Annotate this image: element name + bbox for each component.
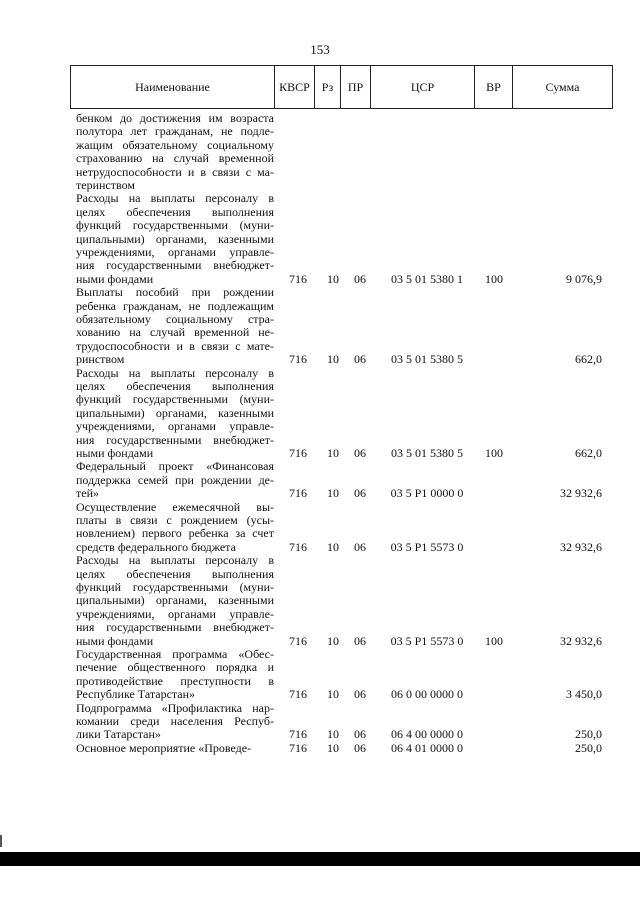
row-name-line: Расходы на выплаты персоналу в	[76, 191, 274, 206]
row-name-line: Расходы на выплаты персоналу в	[76, 553, 274, 568]
cell-sum: 9 076,9	[566, 271, 602, 286]
header-csr: ЦСР	[371, 66, 475, 109]
row-name-line: ными фондами	[76, 633, 154, 648]
cell-rz: 10	[327, 486, 339, 501]
scan-edge-mark	[0, 835, 2, 847]
cell-sum: 32 932,6	[560, 633, 602, 648]
cell-kvsr: 716	[289, 271, 307, 286]
row-name-line: учреждениями, органами управле-	[76, 245, 274, 260]
row-name-line: ными фондами	[76, 271, 154, 286]
cell-rz: 10	[327, 687, 339, 702]
row-name-line: ния государственными внебюджет-	[76, 620, 274, 635]
cell-sum: 250,0	[575, 740, 602, 755]
row-values	[0, 353, 640, 366]
row-name-line: ципальными) органами, казенными	[76, 593, 274, 608]
header-sum: Сумма	[513, 66, 613, 109]
row-name-line: функций государственными (муни-	[76, 580, 274, 594]
cell-kvsr: 716	[289, 687, 307, 702]
cell-csr: 03 5 P1 5573 0	[390, 539, 464, 554]
table-row	[0, 648, 640, 702]
cell-csr: 03 5 P1 0000 0	[390, 486, 464, 501]
row-name-line: учреждениями, органами управле-	[76, 606, 274, 621]
cell-pr: 06	[354, 539, 366, 554]
cell-kvsr: 716	[289, 352, 307, 367]
row-name-line: Выплаты пособий при рождении	[76, 285, 274, 300]
row-values	[0, 728, 640, 741]
cell-csr: 03 5 P1 5573 0	[390, 633, 464, 648]
cell-kvsr: 716	[289, 446, 307, 460]
row-name-line: функций государственными (муни-	[76, 392, 274, 407]
row-name-line: бенком до достижения им возраста	[76, 111, 274, 125]
cell-pr: 06	[354, 446, 366, 460]
cell-sum: 32 932,6	[560, 539, 602, 554]
cell-kvsr: 716	[289, 727, 307, 742]
cell-sum: 662,0	[575, 446, 602, 460]
cell-sum: 250,0	[575, 727, 602, 742]
cell-vr: 100	[485, 633, 503, 648]
row-name-line: трудоспособности и в связи с мате-	[76, 338, 274, 353]
row-name-line: хованию на случай временной не-	[76, 325, 274, 340]
row-name-line: Государственная программа «Обес-	[76, 647, 274, 661]
cell-csr: 06 0 00 0000 0	[391, 687, 463, 702]
cell-kvsr: 716	[289, 633, 307, 648]
cell-kvsr: 716	[289, 486, 307, 501]
row-values	[0, 688, 640, 701]
row-name-line: нетрудоспособности и в связи с ма-	[76, 164, 274, 179]
row-values	[0, 541, 640, 554]
table-row	[0, 460, 640, 500]
row-name-line: целях обеспечения выполнения	[76, 379, 274, 393]
cell-pr: 06	[354, 633, 366, 648]
cell-vr: 100	[485, 446, 503, 460]
table-row	[0, 702, 640, 742]
header-kvsr: КВСР	[275, 66, 315, 109]
table-row	[0, 501, 640, 555]
table-row	[0, 286, 640, 366]
cell-rz: 10	[327, 633, 339, 648]
row-name-line: противодействие преступности в	[76, 673, 274, 688]
cell-csr: 03 5 01 5380 5	[391, 446, 463, 460]
cell-rz: 10	[327, 740, 339, 755]
row-name-line: средств федерального бюджета	[76, 539, 236, 554]
row-name-line: ными фондами	[76, 446, 154, 461]
header-pr: ПР	[341, 66, 371, 109]
cell-pr: 06	[354, 727, 366, 742]
cell-pr: 06	[354, 740, 366, 755]
cell-rz: 10	[327, 727, 339, 742]
cell-rz: 10	[327, 271, 339, 286]
row-name-line: ния государственными внебюджет-	[76, 258, 274, 273]
cell-csr: 03 5 01 5380 5	[391, 352, 463, 367]
row-name-line: поддержка семей при рождении де-	[76, 472, 274, 487]
cell-kvsr: 716	[289, 740, 307, 755]
row-name-line: теринством	[76, 178, 135, 193]
table-row	[0, 554, 640, 648]
cell-vr: 100	[485, 271, 503, 286]
cell-sum: 32 932,6	[560, 486, 602, 501]
row-name-line: новлением) первого ребенка за счет	[76, 526, 274, 541]
cell-rz: 10	[327, 352, 339, 367]
row-values	[0, 635, 640, 648]
row-name-line: лики Татарстан»	[76, 727, 161, 742]
row-name-line: ципальными) органами, казенными	[76, 231, 274, 246]
cell-sum: 662,0	[575, 352, 602, 367]
cell-pr: 06	[354, 486, 366, 501]
row-values	[0, 487, 640, 500]
row-values	[0, 447, 640, 460]
cell-rz: 10	[327, 446, 339, 460]
cell-pr: 06	[354, 687, 366, 702]
row-name-line: целях обеспечения выполнения	[76, 204, 274, 219]
table-row	[0, 192, 640, 286]
row-name-line: платы в связи с рождением (усы-	[76, 513, 274, 527]
cell-kvsr: 716	[289, 539, 307, 554]
row-name-line: Подпрограмма «Профилактика нар-	[76, 700, 274, 715]
row-values	[0, 742, 640, 755]
cell-rz: 10	[327, 539, 339, 554]
table-row	[0, 367, 640, 461]
row-name-line: функций государственными (муни-	[76, 218, 274, 233]
row-name-line: ринством	[76, 352, 125, 367]
row-name-line: комании среди населения Респуб-	[76, 714, 274, 728]
row-name-line: страхованию на случай временной	[76, 151, 274, 166]
row-name-line: Осуществление ежемесячной вы-	[76, 499, 274, 514]
cell-pr: 06	[354, 352, 366, 367]
row-name-line: полутора лет гражданам, не подле-	[76, 124, 274, 139]
page-number: 153	[310, 42, 330, 57]
row-name-line: жащим обязательному социальному	[76, 137, 274, 152]
cell-sum: 3 450,0	[566, 687, 602, 702]
row-name-line: Основное мероприятие «Проведе-	[76, 740, 252, 755]
cell-pr: 06	[354, 271, 366, 286]
header-vr: ВР	[475, 66, 513, 109]
row-name-line: печение общественного порядка и	[76, 660, 274, 675]
row-name-line: Расходы на выплаты персоналу в	[76, 365, 274, 380]
table-header	[70, 65, 613, 109]
row-name-line: целях обеспечения выполнения	[76, 566, 274, 581]
header-rz: Рз	[315, 66, 341, 109]
row-name-line: ципальными) органами, казенными	[76, 405, 274, 420]
scan-bottom-border	[0, 852, 640, 866]
row-name-line: ния государственными внебюджет-	[76, 432, 274, 447]
cell-csr: 06 4 00 0000 0	[391, 727, 463, 742]
row-name-line: тей»	[76, 486, 99, 501]
cell-csr: 06 4 01 0000 0	[391, 740, 463, 755]
row-values	[0, 179, 640, 192]
table-row	[0, 742, 640, 755]
row-name-line: учреждениями, органами управле-	[76, 419, 274, 434]
row-name-line: Федеральный проект «Финансовая	[76, 459, 274, 474]
row-name-line: обязательному социальному стра-	[76, 312, 274, 326]
header-name: Наименование	[71, 66, 275, 109]
row-values	[0, 273, 640, 286]
cell-csr: 03 5 01 5380 1	[391, 271, 463, 286]
row-name-line: Республике Татарстан»	[76, 687, 196, 702]
row-name-line: ребенка гражданам, не подлежащим	[76, 298, 274, 313]
table-row	[0, 112, 640, 192]
